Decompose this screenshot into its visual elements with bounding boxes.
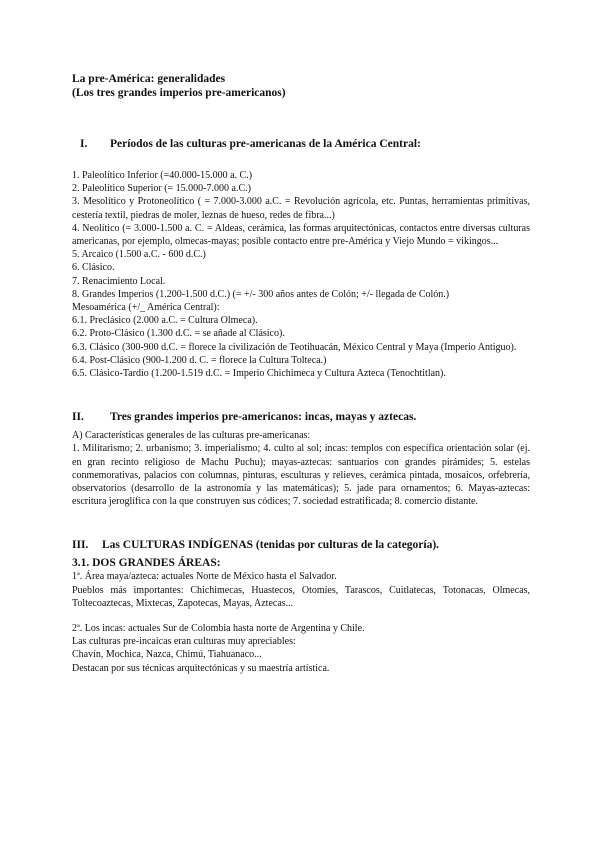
- list-item: 6.3. Clásico (300-900 d.C. = florece la civilización de Teotihuacán, México Central y Maya (Imperio Antiguo).: [72, 341, 517, 353]
- list-item: 7. Renacimiento Local.: [72, 275, 166, 287]
- area-1-title: 1ª. Área maya/azteca: actuales Norte de México hasta el Salvador.: [72, 571, 337, 583]
- area-2-line: Destacan por sus técnicas arquitectónicas y su maestría artística.: [72, 662, 330, 674]
- section-2-number: II.: [72, 411, 84, 424]
- characteristics-intro: A) Características generales de las culturas pre-americanas:: [72, 430, 311, 442]
- list-item: 6.1. Preclásico (2.000 a.C. = Cultura Olmeca).: [72, 315, 258, 327]
- section-3-title-main: Las CULTURAS INDÍGENAS: [102, 539, 254, 552]
- section-2-heading: [72, 410, 530, 424]
- list-item: 6. Clásico.: [72, 262, 115, 274]
- list-item: 6.4. Post-Clásico (900-1.200 d. C. = florece la Cultura Tolteca.): [72, 354, 327, 366]
- area-2-line: Chavín, Mochica, Nazca, Chimú, Tiahuanaco...: [72, 649, 262, 661]
- area-2-line: Las culturas pre-incaicas eran culturas muy apreciables:: [72, 636, 296, 648]
- spacer: [72, 610, 530, 622]
- section-3-heading: [72, 538, 530, 552]
- document-subtitle: (Los tres grandes imperios pre-americanos): [72, 87, 286, 99]
- area-2-title: 2ª. Los incas: actuales Sur de Colombia hasta norte de Argentina y Chile.: [72, 623, 365, 635]
- area-1-body: Pueblos más importantes: Chichimecas, Huastecos, Otomíes, Tarascos, Cuitlatecas, Totonacas, Olmecas, Toltecoaztecas, Mixtecas, Zapotecas, Mayas, Aztecas...: [72, 584, 530, 609]
- list-item: 3. Mesolítico y Protoneolítico ( = 7.000-3.000 a.C. = Revolución agrícola, etc. Puntas, herramientas primitivas, cestería textil, piedras de moler, leznas de hueso, redes de fibra...): [72, 196, 530, 221]
- section-3-title: [102, 538, 439, 552]
- list-item: 6.2. Proto-Clásico (1.300 d.C. = se añade al Clásico).: [72, 328, 285, 340]
- document-page: [72, 72, 530, 675]
- section-2-title: Tres grandes imperios pre-americanos: incas, mayas y aztecas.: [110, 411, 417, 424]
- list-item: 8. Grandes Imperios (1.200-1.500 d.C.) (= +/- 300 años antes de Colón; +/- llegada de Colón.): [72, 288, 450, 300]
- list-item: 2. Paleolítico Superior (= 15.000-7.000 a.C.): [72, 183, 251, 195]
- section-3-title-tail: (tenidas por culturas de la categoría).: [253, 539, 440, 552]
- list-item: 6.5. Clásico-Tardío (1.200-1.519 d.C. = Imperio Chichimeca y Cultura Azteca (Tenochtitlan).: [72, 368, 446, 380]
- section-1-heading: [72, 137, 530, 151]
- section-1-number: I.: [80, 138, 88, 150]
- list-item: 1. Paleolítico Inferior (=40.000-15.000 a. C.): [72, 170, 253, 181]
- periods-list: [72, 169, 530, 380]
- section-1-title: Períodos de las culturas pre-americanas de la América Central:: [110, 138, 421, 150]
- subsection-heading: 3.1. DOS GRANDES ÁREAS:: [72, 557, 221, 570]
- characteristics-paragraph: 1. Militarismo; 2. urbanismo; 3. imperialismo; 4. culto al sol; incas: templos con específica orientación solar (ej. en gran recinto religioso de Machu Puchu); mayas-aztecas: santuarios con grandes pirámides; 5. estelas conmemorativas, palacios con columnas, pinturas, esculturas y relieves, cerámica pintada, mosaicos, orfebrería, observatorios (desarrollo de la astronomía y las matemáticas); 5. jade para ornamentos; 6. Mayas-aztecas: escritura jeroglífica con la que construyen sus códices; 7. sociedad estratificada; 8. comercio distante.: [72, 443, 530, 508]
- document-title: La pre-América: generalidades: [72, 73, 226, 85]
- list-item: Mesoamérica (+/_ América Central):: [72, 302, 220, 314]
- list-item: 5. Arcaico (1.500 a.C. - 600 d.C.): [72, 249, 206, 261]
- section-2-body: [72, 429, 530, 508]
- section-3-number: III.: [72, 539, 89, 552]
- list-item: 4. Neolítico (= 3.000-1.500 a. C. = Aldeas, cerámica, las formas arquitectónicas, contactos entre diversas culturas americanas, por ejemplo, olmecas-mayas; posible contacto entre pre-América y Viejo Mundo = vikingos...: [72, 222, 530, 248]
